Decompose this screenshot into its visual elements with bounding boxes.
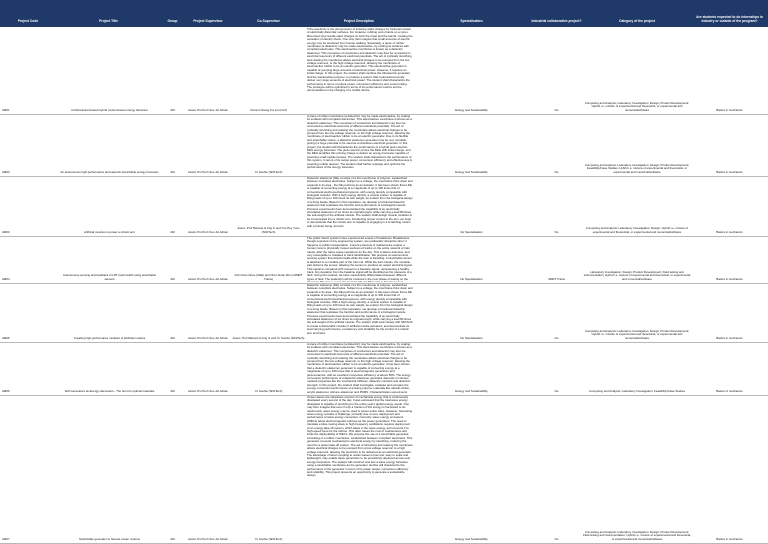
header-project-supervisor[interactable]: Project Supervisor bbox=[184, 0, 232, 27]
group-cell[interactable]: AM bbox=[170, 388, 175, 393]
internship-cell[interactable]: Basics in mechanics bbox=[716, 335, 743, 340]
co-supervisor-cell[interactable]: Yu Soohie (SDI/Tech) bbox=[254, 388, 283, 393]
industrial-cell[interactable]: No bbox=[554, 536, 559, 541]
project-title-cell[interactable]: A tribo/electret-based hybrid motion-based energy harvester bbox=[71, 107, 148, 112]
internship-cell[interactable]: Basics in mechanics bbox=[716, 229, 743, 234]
specialisation-cell[interactable]: No Specialisation bbox=[460, 229, 483, 234]
supervisor-cell[interactable]: Assist. Prof Koh Soo Jin Adrian bbox=[187, 388, 228, 393]
category-cell[interactable]: Laboratory Investigation; Design; Product Development; Field testing and instrumentation; Hybrid i.e. mixture of experimental and theoretical, or experimental and numerical/software bbox=[583, 269, 691, 281]
project-title-cell[interactable]: Artificial muscles to power a robotic arm bbox=[83, 229, 136, 234]
supervisor-cell[interactable]: Assist. Prof Koh Soo Jin Adrian bbox=[187, 335, 228, 340]
supervisor-cell[interactable]: Assist. Prof Koh Soo Jin Adrian bbox=[187, 536, 228, 541]
internship-cell[interactable]: Basics in mechanics bbox=[716, 107, 743, 112]
header-group[interactable]: Group bbox=[161, 0, 184, 27]
specialisation-cell[interactable]: No Specialisation bbox=[460, 276, 483, 281]
header-specialisation[interactable]: Specialisation bbox=[413, 0, 530, 27]
internship-cell[interactable]: Basics in mechanics bbox=[716, 536, 743, 541]
internship-cell[interactable]: Basics in mechanics bbox=[716, 276, 743, 281]
header-category[interactable]: Category of the project bbox=[583, 0, 691, 27]
project-title-cell[interactable]: Soft Generators as Energy Harvesters - The hunt for optimal materials bbox=[64, 388, 155, 393]
group-cell[interactable]: AM bbox=[170, 335, 175, 340]
header-project-title[interactable]: Project Title bbox=[56, 0, 161, 27]
supervisor-cell[interactable]: Assist. Prof Koh Soo Jin Adrian bbox=[187, 229, 228, 234]
project-title-cell[interactable]: Autonomous sensing and feedback of LRT track health using stretchable sensors bbox=[63, 273, 156, 281]
specialisation-cell[interactable]: Energy and Sustainability bbox=[455, 107, 488, 112]
industrial-cell[interactable]: No bbox=[554, 169, 559, 174]
category-cell[interactable]: Computing and Analysis; Laboratory Investigation; Feasibility/Case Studies bbox=[589, 388, 685, 393]
category-cell[interactable]: Computing and Analysis; Laboratory Investigation; Design; Product Development; Feasibility/Case Studies; Hybrid i.e. mixture of experimental and theoretical, or experimental and numerical/software bbox=[584, 162, 690, 174]
project-title-cell[interactable]: Creating high-performance modules of artificial muscles bbox=[73, 335, 146, 340]
project-code-cell[interactable]: AM06 bbox=[2, 388, 10, 393]
supervisor-cell[interactable]: Assist. Prof Koh Soo Jin Adrian bbox=[187, 107, 228, 112]
category-cell[interactable]: Computing and Analysis; Laboratory Investigation; Design; Product Development; Field testing and instrumentation; Hybrid i.e. mixture of experimental and theoretical, or experimental and numerical/software bbox=[583, 529, 691, 541]
description-cell[interactable]: The public transit systems have experienced events of breakdown. Breakdowns, though expected of any engineering system, are particularly disruptive when it happens to public transportation. Current protocols of maintenance require a human crew to physically inspect sections of tracks on the entire network of train transit, after the trains cease operations for the day. This is labour-intensive, and very susceptible to mistakes in track identification. We propose an autonomous sensing system that detects faults while the train is travelling. A stretchable sensor is attached to a movable part of the train car. While the train travels, the movable part deforms the sensor, allowing the sensor to produce an output electrical signal. This signal is compared with respect to a baseline signal, representing a healthy track. Any deviation from the baseline signal will be identified as the presence of a fault. Using this method, we have successfully differentiated between different types of fault. The student(s) will be involved in the next phase of testing on the bbox=[307, 237, 413, 281]
group-cell[interactable]: AM bbox=[170, 276, 175, 281]
project-code-cell[interactable]: AM07 bbox=[2, 536, 10, 541]
co-supervisor-cell[interactable]: Assoc. Prof Marcelo H Ang Jr and Yu Soohie (SDI/Tech) bbox=[232, 335, 305, 340]
project-title-cell[interactable]: Stretchable generator to harvest ocean motions bbox=[79, 536, 140, 541]
description-cell[interactable]: A piece of rubber membrane (a dielectric) may be made electroactive, by coating its surfaces with compliant electrodes. This electroactive membrane is known as a dielectric elastomer. This comprises of conductors and dielectric may then be connected to electrical reservoirs of different electrical potentials. The act of cyclically stretching and relaxing the membrane allows electrical charges to be pumped from the low voltage reservoir, to the high voltage reservoir, allowing the membrane of electroactive rubber to be an electric generator. Due to its flexible and stretchable nature, a dielectric elastomer generator may be very versatile, giving it a huge potential to be used as a ubiquitous electrical generator. In this project, the student will characterize the performance of a hybrid piezo-electric-DEG energy harvester. The piezo electric primes the DEG with initial charge, and the DEG amplifies this priming charge to deliver an energy harvester capable of powering small mobile devices. The student shall characterize the performance of this system, in terms of its output power, conversion efficiency and effectiveness in powering mobile devices. The student shall further redesign and optimize the performance of the energy harvester. bbox=[307, 115, 413, 170]
co-supervisor-cell[interactable]: Yu Soohie (SDI/Tech) bbox=[254, 536, 283, 541]
internship-cell[interactable]: Basics in mechanics bbox=[716, 169, 743, 174]
project-code-cell[interactable]: AM02 bbox=[2, 169, 10, 174]
specialisation-cell[interactable]: Energy and Sustainability bbox=[455, 388, 488, 393]
group-cell[interactable]: AM bbox=[170, 536, 175, 541]
industrial-cell[interactable]: No bbox=[554, 335, 559, 340]
header-co-supervisor[interactable]: Co-Supervisor bbox=[232, 0, 305, 27]
industrial-cell[interactable]: No bbox=[554, 388, 559, 393]
project-code-cell[interactable]: AM03 bbox=[2, 229, 10, 234]
specialisation-cell[interactable]: No Specialisation bbox=[460, 335, 483, 340]
industrial-cell[interactable]: No bbox=[554, 107, 559, 112]
specialisation-cell[interactable]: Energy and Sustainability bbox=[455, 536, 488, 541]
co-supervisor-cell[interactable]: Assoc. Prof Marcelo H Ang Jr and Yeo Pey Yuen (SDI/Tech) bbox=[237, 226, 300, 234]
description-cell[interactable]: A piece of rubber membrane (a dielectric) may be made electroactive, by coating its surfaces with compliant electrodes. This electroactive membrane is known as a dielectric elastomer. This comprises of conductors and dielectric may then be connected to electrical reservoirs of different electrical potentials. The act of cyclically stretching and relaxing the membrane allows electrical charges to be pumped from the low voltage reservoir, to the high voltage reservoir, allowing the membrane of electroactive rubber to be an electric generator. It has been shown that a dielectric elastomer generator is capable of converting energy at a magnitude of up to 100 times that of electromagnetic generators and piezoceramics, with an excellent conversion efficiency of above 50%. The energy conversion performance of a dielectric elastomer generator depends on various material properties like the mechanical stiffness, dielectric constant and dielectric strength. In this project, the student shall investigate, evaluate and compare the energy conversion performance of existing polymer materials like natural rubber, acrylic elastomer, silicone elastomer and PDMS. Characterization experiments bbox=[307, 343, 412, 394]
project-title-cell[interactable]: An autonomous high-performance piezoelectric-stretchable energy harvester bbox=[60, 169, 159, 174]
supervisor-cell[interactable]: Assist. Prof Koh Soo Jin Adrian bbox=[187, 169, 228, 174]
internship-cell[interactable]: Basics of mechanics bbox=[716, 388, 743, 393]
group-cell[interactable]: AM bbox=[170, 229, 175, 234]
description-cell[interactable]: Dielectric elastomer (DE) consists of a thin membrane of polymer, sandwiched between compliant electrodes. Subject to a voltage, the membrane thins down and expands in its area - the DE performs as an actuator. It has been shown that a DE is capable of converting energy at a magnitude of up to 100 times that of conventional electromechanical systems, with energy density comparable with biological muscles. With a high energy density, a muscle system is capable of lifting loads of up to 100 times its own weight, as evident from the biological design of a dung beetle. Based on this inspiration, we develop a functional dielectric elastomer that replicates the function and performance of a biological muscle. Previous experiments have demonstrated the capability of an electrically stimulated elastomer of six times its original length, while carrying a load 80 times the self-weight of the artificial muscle. The student shall design muscle modules to be incorporated into a robotic arm. Introducing proper control to the arm, we hope to demonstrate that the robotic arm is capable of engaging in a scratching motion with a human being, and win. bbox=[307, 177, 413, 228]
category-cell[interactable]: Computing and Analysis; Laboratory Investigation; Design; Product Development; Hybrid i.e. mixture of experimental and theoretical, or experimental and numerical/software bbox=[584, 328, 690, 340]
group-cell[interactable]: AM bbox=[170, 107, 175, 112]
description-cell[interactable]: Dielectric elastomer (DE) consists of a thin membrane of polymer, sandwiched between compliant electrodes. Subject to a voltage, the membrane thins down and expands in its area - the DE performs as an actuator. It has been shown that a DE is capable of converting energy at a magnitude of up to 100 times that of conventional electromechanical systems, with energy density comparable with biological muscles. With a high energy density, a muscle system is capable of lifting loads of up to 100 times its own weight, as evident from the biological design of a dung beetle. Based on this inspiration, we develop a functional dielectric elastomer that replicates the function and performance of a biological muscle. Previous experiments have demonstrated the capability of an electrically stimulated elastomer of six times its original length, while carrying a load 80 times the self-weight of the artificial muscle. The student shall work closely with SDI/Tech to create a deliverable module of artificial muscle actuators, and demonstrate its load carrying performance, consistency and durability for the control of a robotic arm and hand. bbox=[307, 284, 413, 335]
co-supervisor-cell[interactable]: Vincent Chang Kui Liu (GVJ) bbox=[250, 107, 287, 112]
group-cell[interactable]: AM bbox=[170, 169, 175, 174]
supervisor-cell[interactable]: Assist. Prof Koh Soo Jin Adrian bbox=[187, 276, 228, 281]
category-cell[interactable]: Computing and Analysis; Laboratory Investigation; Design; Hybrid i.e. mixture of experimental and theoretical, or experimental and numerical/software bbox=[585, 226, 689, 234]
industrial-cell[interactable]: SMRT Trains bbox=[548, 276, 565, 281]
project-code-cell[interactable]: AM04 bbox=[2, 276, 10, 281]
header-project-code[interactable]: Project Code bbox=[0, 0, 56, 27]
co-supervisor-cell[interactable]: Yu Soohie (SDI/Tech) bbox=[254, 169, 283, 174]
description-cell[interactable]: Ocean waves are ubiquitous sources of mechanical energy that is continuously dissipated every second of the day. It was estimated that the total wave energy dissipated is capable of providing for the entire year's global energy needs. One may then imagine that even if only a fraction of this energy is harvested to do useful work, wave energy may be used to power entire cities. However, harvesting wave energy remains a challenge, primarily due to cost, deployment and performance of wave energy converters. Currently, wave energy converters (WECs) adopt electromagnetic turbines as the power generators. The need to translate a slow-moving wave to high-frequency oscillations requires deployment of an energy take-off system, which takes in the wave energy, and converts it to high-speed input for the turbine. This often raises the cost of maintenance and limits the deployability of WECs. We propose the use of a stretchable generator, consisting of a rubber membrane, sandwiched between compliant electrodes. This generator converts mechanical to electrical energy by stretching, reducing the need for a power take-off system. The act of stretching and relaxing the membrane allows electrical charges to be pumped from a low voltage reservoir to a high voltage reservoir, allowing the electricity to be delivered as an electrical generator. The advantage of direct coupling to ocean waves is low cost, easy to scale and lightweight, may enable these generators to be pervasively deployed as low-cost energy harvesters. The student will construct and test a wave energy harvester using a stretchable membrane as the generator. He/she will characterize the performance of the generator in terms of its power output, conversion efficiency and reliability. This project presents an opportunity to generate a sustainable design. bbox=[307, 396, 413, 478]
project-code-cell[interactable]: AM01 bbox=[2, 107, 10, 112]
industrial-cell[interactable]: No bbox=[554, 229, 559, 234]
header-internship[interactable]: Are students expected to do internships in industry or outside of the program? bbox=[691, 0, 768, 27]
category-cell[interactable]: Computing and Analysis; Laboratory Investigation; Design; Product Development; Hybrid i.e. mixture of experimental and theoretical, or experimental and numerical/software bbox=[584, 100, 690, 112]
description-cell[interactable]: Tribo-electricity is the phenomenon of inducing static charges by frictional contact of electrically dissimilar surfaces. For instance, rubbing one's hands on a nylon-fibre-lined vinyl results static charges on both the towel and the hands, causing the sensation of electric shock. One may then imagine that small amounts of electric energy may be produced from human walking. Separately, a piece of rubber membrane (a dielectric) may be made electroactive, by coating its surfaces with compliant electrodes. This electroactive membrane is known as a dielectric elastomer. This comprises of conductors and dielectric may then be connected to electrical reservoirs of different electrical potentials. The act of cyclically stretching and relaxing the membrane allows electrical charges to be pumped from the low voltage reservoir, to the high voltage reservoir, allowing the membrane of electroactive rubber to be an electric generator. This electroactive generator is capable of pumping large amounts of electrical power. However, it requires an initial charge. In this project, the student shall combine the triboelectric generator and the electroactive polymer, to produce a system that could autonomously deliver very large amounts of electrical power. The student shall characterize the performance in terms of output power, conversion efficiency and current rating. The prototype will be optimized in terms of its performance metrics and be demonstrated on the charging of a mobile device. bbox=[307, 28, 413, 93]
co-supervisor-cell[interactable]: Koh Chan Ghee (CEE) and Chen Huan Zhou (SMRT Trains) bbox=[234, 273, 303, 281]
header-project-description[interactable]: Project Description bbox=[305, 0, 413, 27]
specialisation-cell[interactable]: Energy and Sustainability bbox=[455, 169, 488, 174]
project-code-cell[interactable]: AM05 bbox=[2, 335, 10, 340]
header-industrial[interactable]: Industrial collaborative project? bbox=[530, 0, 583, 27]
